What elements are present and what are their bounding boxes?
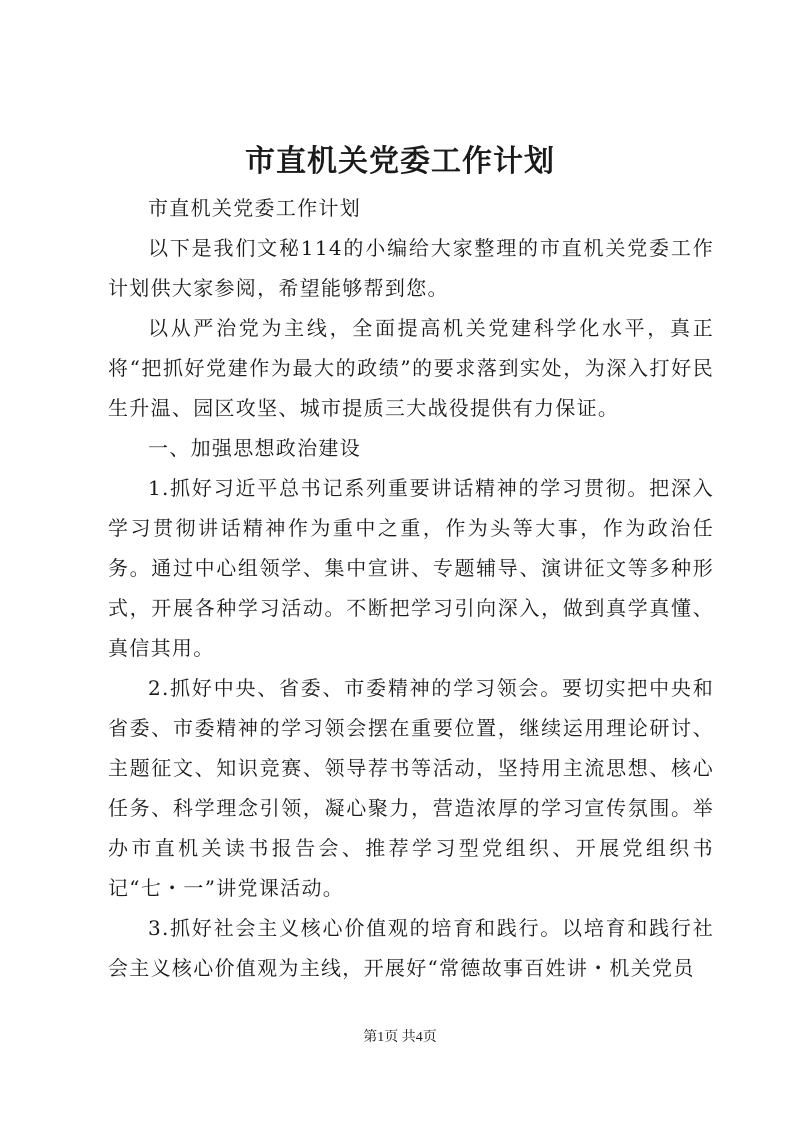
section-heading: 一、加强思想政治建设 xyxy=(148,436,361,460)
paragraph-item-3: 3.抓好社会主义核心价值观的培育和践行。以培育和践行社会主义核心价值观为主线，开展好“常德故事百姓讲・机关党员 xyxy=(108,916,714,980)
paragraph-mainline: 以从严治党为主线，全面提高机关党建科学化水平，真正将“把抓好党建作为最大的政绩”的要求落到实处，为深入打好民生升温、园区攻坚、城市提质三大战役提供有力保证。 xyxy=(108,316,714,420)
document-title: 市直机关党委工作计划 xyxy=(245,144,555,179)
paragraph-subtitle: 市直机关党委工作计划 xyxy=(148,196,361,220)
page-footer: 第1页 共4页 xyxy=(363,1030,437,1045)
paragraph-intro: 以下是我们文秘114的小编给大家整理的市直机关党委工作计划供大家参阅，希望能够帮到您。 xyxy=(108,236,714,300)
paragraph-item-1: 1.抓好习近平总书记系列重要讲话精神的学习贯彻。把深入学习贯彻讲话精神作为重中之重，作为头等大事，作为政治任务。通过中心组领学、集中宣讲、专题辅导、演讲征文等多种形式，开展各种学习活动。不断把学习引向深入，做到真学真懂、真信其用。 xyxy=(108,476,714,660)
paragraph-item-2: 2.抓好中央、省委、市委精神的学习领会。要切实把中央和省委、市委精神的学习领会摆在重要位置，继续运用理论研讨、主题征文、知识竞赛、领导荐书等活动，坚持用主流思想、核心任务、科学理念引领，凝心聚力，营造浓厚的学习宣传氛围。举办市直机关读书报告会、推荐学习型党组织、开展党组织书记“七・一”讲党课活动。 xyxy=(108,676,714,900)
document-body xyxy=(108,188,714,988)
